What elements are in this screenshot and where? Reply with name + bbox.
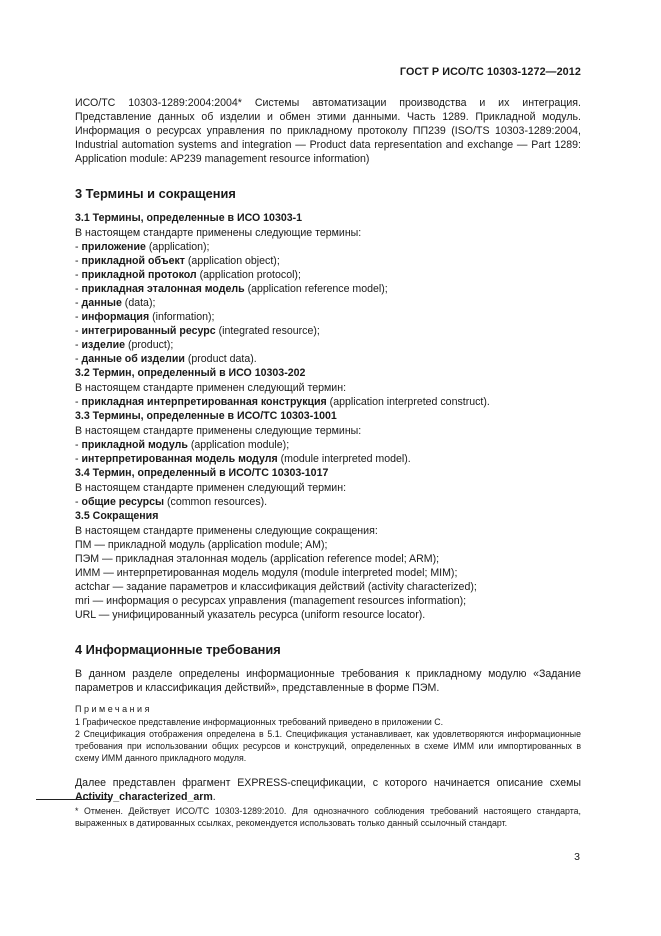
footnote-text: * Отменен. Действует ИСО/ТС 10303-1289:2010. Для однозначного соблюдения требований настоящего стандарта, выраженных в датированных ссылках, рекомендуется использовать только данный ссылочный стандарт.: [75, 806, 581, 828]
subsection-3-5-lead: В настоящем стандарте применены следующие сокращения:: [75, 525, 378, 537]
term-name: прикладная эталонная модель: [81, 283, 245, 295]
subsection-3-4-lead: В настоящем стандарте применен следующий термин:: [75, 482, 347, 494]
subsection-3-4-title: 3.4 Термин, определенный в ИСО/ТС 10303-1017: [75, 467, 329, 479]
document-header: ГОСТ Р ИСО/ТС 10303-1272—2012: [399, 66, 581, 78]
abbreviation-item: mri — информация о ресурсах управления (management resources information);: [75, 595, 467, 607]
term-english: (data);: [124, 297, 156, 309]
express-lead: Далее представлен фрагмент EXPRESS-спецификации, с которого начинается описание схемы: [75, 777, 581, 789]
term-english: (information);: [152, 311, 215, 323]
term-item: [75, 268, 581, 282]
term-item: [75, 395, 581, 409]
term-english: (module interpreted model).: [280, 453, 411, 465]
subsection-3-2-lead: В настоящем стандарте применен следующий термин:: [75, 382, 347, 394]
term-name: общие ресурсы: [81, 496, 165, 508]
term-item: [75, 438, 581, 452]
list-dash: -: [75, 353, 82, 365]
notes-title: Примечания: [75, 704, 152, 714]
list-dash: -: [75, 496, 82, 508]
terms-list-3-3: [75, 438, 581, 466]
footnote: [36, 805, 581, 829]
page-number: 3: [574, 851, 580, 863]
term-item: [75, 296, 581, 310]
term-name: данные об изделии: [81, 353, 185, 365]
abbreviation-item: ПЭМ — прикладная эталонная модель (application reference model; ARM);: [75, 553, 440, 565]
term-english: (application protocol);: [199, 269, 301, 281]
term-item: [75, 282, 581, 296]
list-dash: -: [75, 325, 82, 337]
term-english: (application module);: [190, 439, 290, 451]
abbreviation-item: actchar — задание параметров и классификация действий (activity characterized);: [75, 581, 477, 593]
list-dash: -: [75, 297, 82, 309]
terms-list-3-4: [75, 495, 581, 509]
term-item: [75, 240, 581, 254]
page-content: [75, 96, 581, 804]
list-dash: -: [75, 255, 82, 267]
abbreviations-list: [75, 538, 581, 622]
term-english: (product data).: [187, 353, 257, 365]
schema-name: Activity_characterized_arm: [75, 791, 213, 803]
abbreviation-item: URL — унифицированный указатель ресурса (uniform resource locator).: [75, 609, 426, 621]
intro-paragraph: ИСО/ТС 10303-1289:2004:2004* Системы автоматизации производства и их интеграция. Представление данных об изделии и обмен этими данными. Часть 1289. Прикладной модуль. Информация о ресурсах управления по прикладному протоколу ПП239 (ISO/TS 10303-1289:2004, Industrial automation systems and integration — Product data representation and exchange — Part 1289: Application module: AP239 management resource information): [75, 97, 581, 165]
term-english: (product);: [127, 339, 174, 351]
term-name: прикладной модуль: [81, 439, 188, 451]
list-dash: -: [75, 269, 82, 281]
abbreviation-item: ПМ — прикладной модуль (application module; AM);: [75, 539, 328, 551]
subsection-3-5-title: 3.5 Сокращения: [75, 510, 159, 522]
subsection-3-1-lead: В настоящем стандарте применены следующие термины:: [75, 227, 362, 239]
express-paragraph: [75, 776, 581, 804]
subsection-3-3-title: 3.3 Термины, определенные в ИСО/ТС 10303-1001: [75, 410, 337, 422]
schema-end: .: [212, 791, 216, 803]
term-name: данные: [81, 297, 122, 309]
terms-list-3-1: [75, 240, 581, 366]
footnote-divider: [36, 799, 110, 800]
note-2: 2 Спецификация отображения определена в 5.1. Спецификация устанавливает, как удовлетворяются информационные требования при использовании общих ресурсов и конструкций, определенных в схеме ИММ или импортированных в схему ИММ данного прикладного модуля.: [75, 729, 581, 763]
term-name: прикладная интерпретированная конструкция: [81, 396, 327, 408]
list-dash: -: [75, 396, 82, 408]
subsection-3-2-title: 3.2 Термин, определенный в ИСО 10303-202: [75, 367, 306, 379]
term-item: [75, 495, 581, 509]
note-1: 1 Графическое представление информационных требований приведено в приложении С.: [75, 717, 444, 727]
term-item: [75, 324, 581, 338]
term-item: [75, 310, 581, 324]
list-dash: -: [75, 311, 82, 323]
term-name: прикладной объект: [81, 255, 185, 267]
list-dash: -: [75, 339, 82, 351]
term-item: [75, 254, 581, 268]
abbreviation-item: ИММ — интерпретированная модель модуля (module interpreted model; MIM);: [75, 567, 458, 579]
term-item: [75, 338, 581, 352]
section-3-title: 3 Термины и сокращения: [75, 186, 236, 201]
subsection-3-1-title: 3.1 Термины, определенные в ИСО 10303-1: [75, 212, 303, 224]
list-dash: -: [75, 241, 82, 253]
section-4-paragraph: В данном разделе определены информационные требования к прикладному модулю «Задание параметров и классификация действий», представленные в форме ПЭМ.: [75, 668, 581, 694]
term-english: (application reference model);: [247, 283, 388, 295]
terms-list-3-2: [75, 395, 581, 409]
list-dash: -: [75, 283, 82, 295]
term-item: [75, 352, 581, 366]
section-4-title: 4 Информационные требования: [75, 642, 281, 657]
term-name: интегрированный ресурс: [81, 325, 216, 337]
term-english: (integrated resource);: [218, 325, 320, 337]
term-english: (application object);: [187, 255, 280, 267]
term-name: информация: [81, 311, 150, 323]
term-item: [75, 452, 581, 466]
term-name: прикладной протокол: [81, 269, 197, 281]
term-english: (application);: [148, 241, 210, 253]
term-english: (common resources).: [167, 496, 268, 508]
list-dash: -: [75, 453, 82, 465]
term-name: изделие: [81, 339, 126, 351]
subsection-3-3-lead: В настоящем стандарте применены следующие термины:: [75, 425, 362, 437]
term-english: (application interpreted construct).: [329, 396, 490, 408]
term-name: интерпретированная модель модуля: [81, 453, 278, 465]
term-name: приложение: [81, 241, 146, 253]
list-dash: -: [75, 439, 82, 451]
